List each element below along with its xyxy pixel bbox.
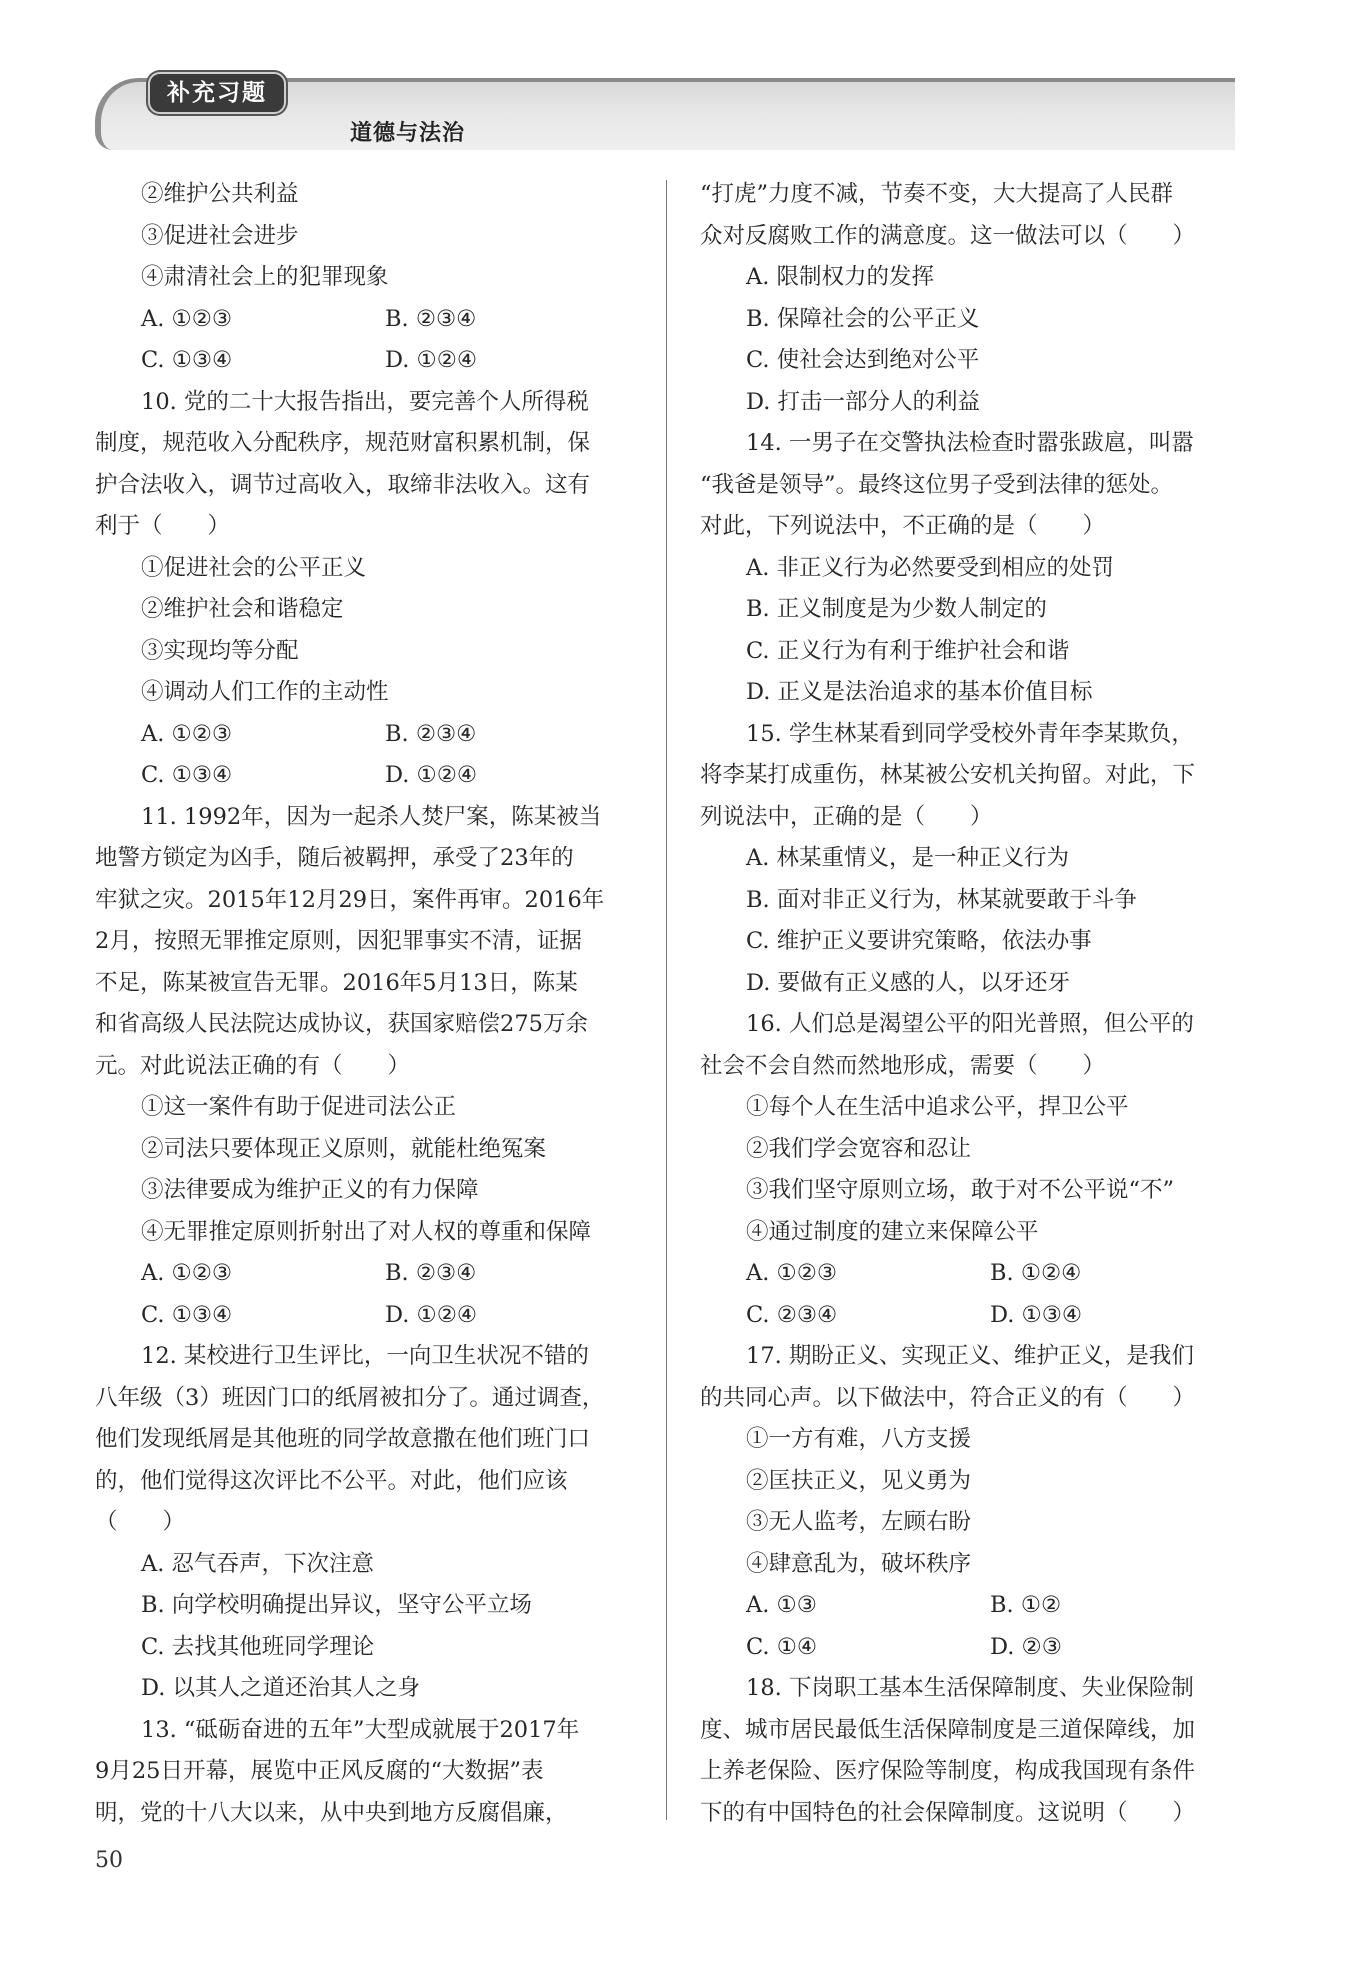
answer-options-row — [95, 714, 635, 756]
text-line: C. 维护正义要讲究策略，依法办事 — [746, 928, 1092, 954]
text-line: 13. “砥砺奋进的五年”大型成就展于2017年 — [141, 1716, 580, 1743]
text-line: 11. 1992年，因为一起杀人焚尸案，陈某被当 — [141, 803, 602, 830]
answer-option: A. ①②③ — [141, 305, 233, 332]
answer-option: C. ①③④ — [141, 1301, 233, 1328]
text-line: 17. 期盼正义、实现正义、维护正义，是我们 — [746, 1343, 1194, 1369]
text-line: 牢狱之灾。2015年12月29日，案件再审。2016年 — [95, 886, 605, 913]
text-line: ②维护公共利益 — [141, 181, 299, 207]
answer-option: A. ①②③ — [746, 1260, 838, 1286]
answer-option: D. ②③ — [990, 1633, 1062, 1660]
right-column — [700, 174, 1240, 1834]
answer-option: D. ①②④ — [385, 1301, 478, 1328]
page-number: 50 — [95, 1848, 123, 1873]
text-line: 16. 人们总是渴望公平的阳光普照，但公平的 — [746, 1011, 1194, 1037]
text-line: C. 去找其他班同学理论 — [141, 1633, 375, 1660]
text-line: A. 限制权力的发挥 — [746, 264, 935, 290]
text-line: A. 林某重情义，是一种正义行为 — [746, 845, 1070, 871]
text-line: ③实现均等分配 — [141, 637, 299, 664]
text-line: 对此，下列说法中，不正确的是（ ） — [700, 513, 1106, 539]
text-line: 的共同心声。以下做法中，符合正义的有（ ） — [700, 1384, 1196, 1411]
text-line: B. 正义制度是为少数人制定的 — [746, 596, 1047, 622]
text-line: 他们发现纸屑是其他班的同学故意撒在他们班门口 — [95, 1426, 591, 1452]
answer-option: C. ①③④ — [141, 347, 233, 373]
text-line: 下的有中国特色的社会保障制度。这说明（ ） — [700, 1799, 1196, 1826]
text-line: 2月，按照无罪推定原则，因犯罪事实不清，证据 — [95, 928, 582, 954]
text-line: ④调动人们工作的主动性 — [141, 679, 389, 705]
text-line: A. 忍气吞声，下次注意 — [141, 1550, 375, 1577]
answer-options-row — [700, 1253, 1240, 1295]
text-line: ②司法只要体现正义原则，就能杜绝冤案 — [141, 1135, 547, 1162]
text-line: B. 保障社会的公平正义 — [746, 305, 980, 332]
text-line: ④无罪推定原则折射出了对人权的尊重和保障 — [141, 1218, 592, 1245]
answer-options-row — [95, 755, 635, 797]
answer-options-row — [95, 1295, 635, 1337]
answer-option: C. ①④ — [746, 1633, 818, 1660]
answer-option: B. ①②④ — [990, 1260, 1082, 1286]
text-line: ③促进社会进步 — [141, 222, 299, 249]
answer-option: A. ①③ — [746, 1592, 817, 1618]
text-line: 制度，规范收入分配秩序，规范财富积累机制，保 — [95, 430, 591, 456]
text-line: C. 正义行为有利于维护社会和谐 — [746, 637, 1070, 664]
text-line: “我爸是领导”。最终这位男子受到法律的惩处。 — [700, 471, 1174, 498]
text-line: 18. 下岗职工基本生活保障制度、失业保险制 — [746, 1675, 1194, 1701]
text-line: ①这一案件有助于促进司法公正 — [141, 1094, 457, 1120]
answer-option: C. ②③④ — [746, 1301, 838, 1328]
text-line: 10. 党的二十大报告指出，要完善个人所得税 — [141, 388, 589, 415]
text-line: 护合法收入，调节过高收入，取缔非法收入。这有 — [95, 471, 591, 498]
answer-option: D. ①②④ — [385, 762, 478, 788]
answer-options-row — [700, 1585, 1240, 1627]
section-tab: 补充习题 — [148, 72, 286, 114]
answer-option: D. ①②④ — [385, 347, 478, 373]
answer-option: D. ①③④ — [990, 1301, 1083, 1328]
answer-options-row — [95, 299, 635, 341]
text-line: 明，党的十八大以来，从中央到地方反腐倡廉， — [95, 1799, 568, 1826]
text-line: ③法律要成为维护正义的有力保障 — [141, 1177, 479, 1203]
text-line: 利于（ ） — [95, 513, 231, 539]
text-line: （ ） — [95, 1509, 186, 1535]
text-line: ④肃清社会上的犯罪现象 — [141, 264, 389, 290]
text-line: 将李某打成重伤，林某被公安机关拘留。对此，下 — [700, 762, 1196, 788]
text-line: 和省高级人民法院达成协议，获国家赔偿275万余 — [95, 1011, 588, 1037]
text-line: ②我们学会宽容和忍让 — [746, 1135, 972, 1162]
answer-options-row — [95, 1253, 635, 1295]
text-line: B. 面对非正义行为，林某就要敢于斗争 — [746, 886, 1137, 913]
answer-option: B. ②③④ — [385, 1260, 477, 1286]
column-divider — [666, 180, 667, 1820]
left-column — [95, 174, 635, 1834]
text-line: ②维护社会和谐稳定 — [141, 596, 344, 622]
text-line: 元。对此说法正确的有（ ） — [95, 1052, 411, 1079]
answer-option: B. ②③④ — [385, 305, 477, 332]
text-line: D. 要做有正义感的人，以牙还牙 — [746, 969, 1071, 996]
text-line: D. 正义是法治追求的基本价值目标 — [746, 679, 1093, 705]
text-line: 众对反腐败工作的满意度。这一做法可以（ ） — [700, 222, 1196, 249]
text-line: ④肆意乱为，破坏秩序 — [746, 1550, 972, 1577]
text-line: 上养老保险、医疗保险等制度，构成我国现有条件 — [700, 1758, 1196, 1784]
answer-option: B. ②③④ — [385, 720, 477, 747]
text-line: 社会不会自然而然地形成，需要（ ） — [700, 1052, 1106, 1079]
answer-options-row — [95, 340, 635, 382]
answer-option: C. ①③④ — [141, 762, 233, 788]
text-line: ②匡扶正义，见义勇为 — [746, 1467, 972, 1494]
text-line: 12. 某校进行卫生评比，一向卫生状况不错的 — [141, 1343, 589, 1369]
answer-option: B. ①② — [990, 1592, 1062, 1618]
text-line: D. 打击一部分人的利益 — [746, 388, 981, 415]
text-line: 地警方锁定为凶手，随后被羁押，承受了23年的 — [95, 845, 574, 871]
subject-title: 道德与法治 — [350, 121, 466, 146]
answer-option: A. ①②③ — [141, 720, 233, 747]
text-line: C. 使社会达到绝对公平 — [746, 347, 980, 373]
text-line: A. 非正义行为必然要受到相应的处罚 — [746, 554, 1115, 581]
text-line: 度、城市居民最低生活保障制度是三道保障线，加 — [700, 1716, 1196, 1743]
text-line: B. 向学校明确提出异议，坚守公平立场 — [141, 1592, 532, 1618]
text-line: 的，他们觉得这次评比不公平。对此，他们应该 — [95, 1467, 568, 1494]
text-line: 不足，陈某被宣告无罪。2016年5月13日，陈某 — [95, 969, 578, 996]
text-line: D. 以其人之道还治其人之身 — [141, 1675, 421, 1701]
text-line: ④通过制度的建立来保障公平 — [746, 1218, 1039, 1245]
text-line: ③无人监考，左顾右盼 — [746, 1509, 972, 1535]
text-line: ①一方有难，八方支援 — [746, 1426, 972, 1452]
answer-options-row — [700, 1627, 1240, 1669]
text-line: ③我们坚守原则立场，敢于对不公平说“不” — [746, 1177, 1175, 1203]
answer-option: A. ①②③ — [141, 1260, 233, 1286]
text-line: 9月25日开幕，展览中正风反腐的“大数据”表 — [95, 1758, 544, 1784]
answer-options-row — [700, 1295, 1240, 1337]
text-line: 八年级（3）班因门口的纸屑被扣分了。通过调查， — [95, 1384, 605, 1411]
text-line: ①促进社会的公平正义 — [141, 554, 367, 581]
text-line: ①每个人在生活中追求公平，捍卫公平 — [746, 1094, 1129, 1120]
text-line: 列说法中，正确的是（ ） — [700, 803, 993, 830]
text-line: 14. 一男子在交警执法检查时嚣张跋扈，叫嚣 — [746, 430, 1194, 456]
text-line: 15. 学生林某看到同学受校外青年李某欺负， — [746, 720, 1194, 747]
text-line: “打虎”力度不减，节奏不变，大大提高了人民群 — [700, 181, 1174, 207]
